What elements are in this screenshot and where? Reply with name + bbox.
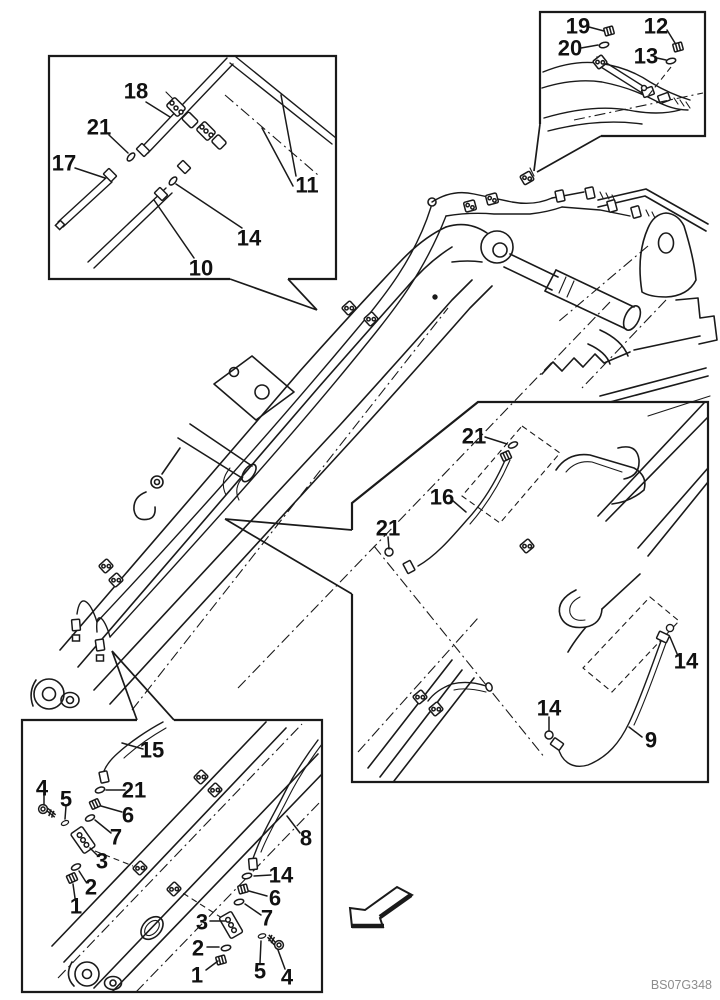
part-label-10: 10 (188, 255, 214, 281)
hose-fitting-glyph (607, 200, 618, 213)
o-ring-20-glyph (599, 41, 610, 49)
part-label-7: 7 (109, 824, 123, 850)
o-ring-21-glyph (508, 441, 519, 450)
valve-block-3-glyph (219, 911, 243, 939)
part-label-17: 17 (51, 150, 77, 176)
plug-19-glyph (604, 26, 615, 36)
o-ring-14-glyph (242, 872, 253, 880)
part-label-11: 11 (295, 172, 319, 198)
o-ring-2-glyph (221, 944, 232, 952)
fitting-17-glyph (103, 168, 116, 181)
part-label-6: 6 (268, 885, 282, 911)
part-label-21: 21 (121, 777, 147, 803)
pipe-clamp-glyph (463, 200, 476, 213)
part-label-4: 4 (35, 775, 49, 801)
tube-8-fitting-glyph (249, 858, 258, 870)
part-label-4: 4 (280, 964, 294, 990)
callout-box-middle-right (225, 402, 708, 782)
part-label-21: 21 (86, 114, 112, 140)
o-ring-7-glyph (234, 898, 245, 906)
hose-fitting-glyph (631, 206, 642, 219)
part-label-1: 1 (190, 962, 204, 988)
part-label-14: 14 (268, 862, 294, 888)
hose-end-fitting-glyph (95, 639, 104, 651)
hose-end-cap-glyph (73, 635, 80, 641)
hose-end-fitting-glyph (72, 619, 81, 631)
pipe-clamp-glyph (413, 690, 428, 705)
pipe-clamp-glyph (208, 783, 223, 798)
hose-fitting-glyph (585, 187, 595, 199)
o-ring-21-glyph (95, 786, 106, 794)
o-ring-14-glyph (545, 731, 553, 739)
pipe-clamp-glyph (485, 193, 498, 206)
part-label-21: 21 (375, 515, 401, 541)
part-label-19: 19 (565, 13, 591, 39)
part-label-7: 7 (260, 905, 274, 931)
boom-piping (72, 168, 655, 661)
leader-lines (388, 437, 678, 737)
plug-12-glyph (673, 42, 684, 52)
pipe-clamp-glyph (593, 55, 608, 70)
part-label-15: 15 (139, 737, 165, 763)
pipe-clamp-glyph (99, 559, 114, 574)
part-label-14: 14 (536, 695, 562, 721)
part-label-1: 1 (69, 893, 83, 919)
pipe-clamp-glyph (364, 312, 379, 327)
part-label-8: 8 (299, 825, 313, 851)
tube-end-glyph (136, 143, 149, 156)
part-label-16: 16 (429, 484, 455, 510)
main-drawing (31, 168, 717, 710)
machine-body (504, 189, 717, 416)
fitting-block-glyph (182, 112, 199, 129)
part-label-14: 14 (236, 225, 262, 251)
plug-6-glyph (238, 884, 249, 894)
pipe-clamp-glyph (133, 861, 148, 876)
bolt-4-glyph (37, 804, 57, 818)
plug-1-glyph (66, 872, 78, 883)
tube-end-glyph (55, 220, 64, 229)
part-label-5: 5 (253, 958, 267, 984)
part-label-6: 6 (121, 802, 135, 828)
pipe-clamp-glyph (520, 539, 535, 554)
pipe-clamp-glyph (167, 882, 182, 897)
pipe-clamp-glyph (429, 702, 444, 717)
plug-1-glyph (216, 955, 227, 965)
part-label-5: 5 (59, 786, 73, 812)
part-label-20: 20 (557, 35, 583, 61)
part-label-3: 3 (195, 909, 209, 935)
o-ring-7-glyph (85, 814, 96, 823)
part-label-12: 12 (643, 13, 669, 39)
detail-boom-structure (52, 722, 322, 992)
part-label-2: 2 (191, 935, 205, 961)
pipe-clamp-glyph (109, 573, 124, 588)
pipe-clamp-glyph (342, 301, 357, 316)
o-ring-2-glyph (71, 863, 82, 872)
detail-arm-structure (358, 403, 708, 781)
drawing-ref-code: BS07G348 (650, 978, 712, 992)
part-label-13: 13 (633, 43, 659, 69)
hose-fitting-glyph (555, 190, 565, 202)
tube-15-fitting-glyph (99, 771, 109, 783)
fitting-block-glyph (211, 134, 227, 150)
hose-9-fitting-glyph (550, 738, 564, 751)
o-ring-13-glyph (666, 57, 677, 65)
part-label-14: 14 (673, 648, 699, 674)
pipe-clamp-glyph (194, 770, 209, 785)
o-ring-5-glyph (258, 933, 266, 939)
part-label-2: 2 (84, 874, 98, 900)
o-ring-5-glyph (61, 819, 70, 826)
part-label-18: 18 (123, 78, 149, 104)
direction-arrow (350, 887, 412, 927)
plug-6-glyph (89, 798, 101, 809)
o-ring-14-glyph (666, 624, 673, 631)
hose-16-fitting-glyph (403, 560, 415, 573)
part-label-3: 3 (95, 848, 109, 874)
hose-end-cap-glyph (97, 655, 104, 661)
part-label-21: 21 (461, 423, 487, 449)
bolt-4-glyph (265, 934, 286, 951)
part-label-9: 9 (644, 727, 658, 753)
fitting-glyph (177, 160, 190, 173)
boom-structure (31, 225, 610, 710)
